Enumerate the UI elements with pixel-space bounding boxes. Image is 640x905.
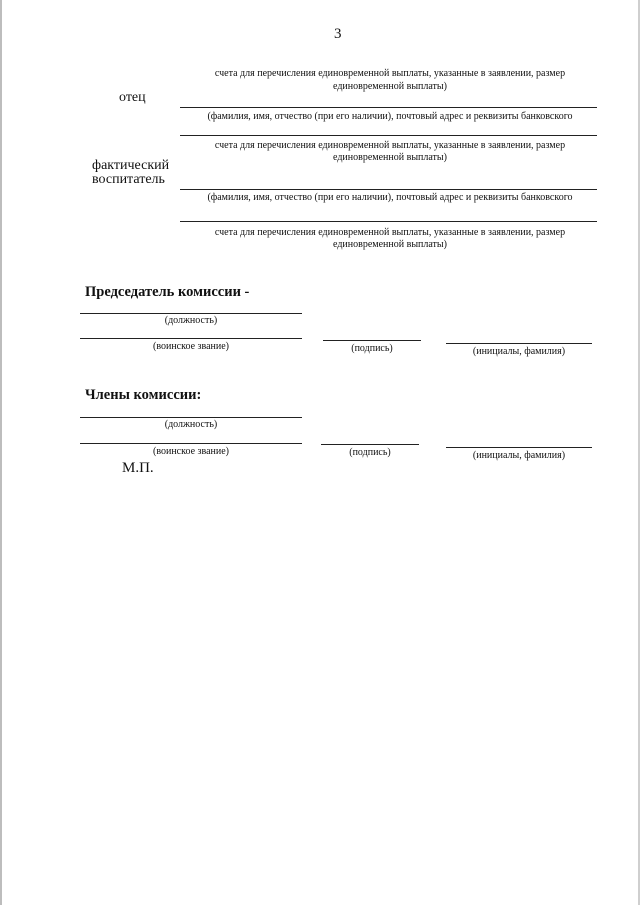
father-label: отец [119,90,146,105]
page-left-edge [0,0,2,905]
chairman-signature-line[interactable] [323,340,421,341]
members-name-line[interactable] [446,447,592,448]
guardian-fill-line[interactable] [180,189,597,190]
guardian-caption-account-line-2: единовременной выплаты) [333,239,447,250]
chairman-position-line[interactable] [80,313,302,314]
members-signature-caption: (подпись) [349,447,391,458]
page-number: 3 [334,26,342,42]
guardian-label-line-2: воспитатель [92,172,165,187]
members-position-caption: (должность) [164,419,218,430]
members-name-caption: (инициалы, фамилия) [472,450,566,461]
caption-fio-father: (фамилия, имя, отчество (при его наличии), почтовый адрес и реквизиты банковского [207,111,573,122]
chairman-rank-line[interactable] [80,338,302,339]
caption-account-line-2: единовременной выплаты) [333,81,447,92]
stamp-place-label: М.П. [122,460,154,476]
caption-fio-guardian: (фамилия, имя, отчество (при его наличии), почтовый адрес и реквизиты банковского [207,192,573,203]
guardian-label-line-1: фактический [92,158,170,173]
members-title: Члены комиссии: [85,387,202,403]
father-account-fill-line[interactable] [180,135,597,136]
chairman-signature-caption: (подпись) [351,343,393,354]
members-position-line[interactable] [80,417,302,418]
father-caption-account-line-2: единовременной выплаты) [333,152,447,163]
chairman-name-line[interactable] [446,343,592,344]
guardian-caption-account-line-1: счета для перечисления единовременной выплаты, указанные в заявлении, размер [214,227,566,238]
members-signature-line[interactable] [321,444,419,445]
members-rank-caption: (воинское звание) [153,446,229,457]
chairman-name-caption: (инициалы, фамилия) [472,346,566,357]
guardian-account-fill-line[interactable] [180,221,597,222]
father-caption-account-line-1: счета для перечисления единовременной выплаты, указанные в заявлении, размер [214,140,566,151]
father-fill-line[interactable] [180,107,597,108]
caption-account-line-1: счета для перечисления единовременной выплаты, указанные в заявлении, размер [214,68,566,79]
chairman-position-caption: (должность) [164,315,218,326]
chairman-rank-caption: (воинское звание) [153,341,229,352]
chairman-title: Председатель комиссии - [85,284,250,300]
members-rank-line[interactable] [80,443,302,444]
